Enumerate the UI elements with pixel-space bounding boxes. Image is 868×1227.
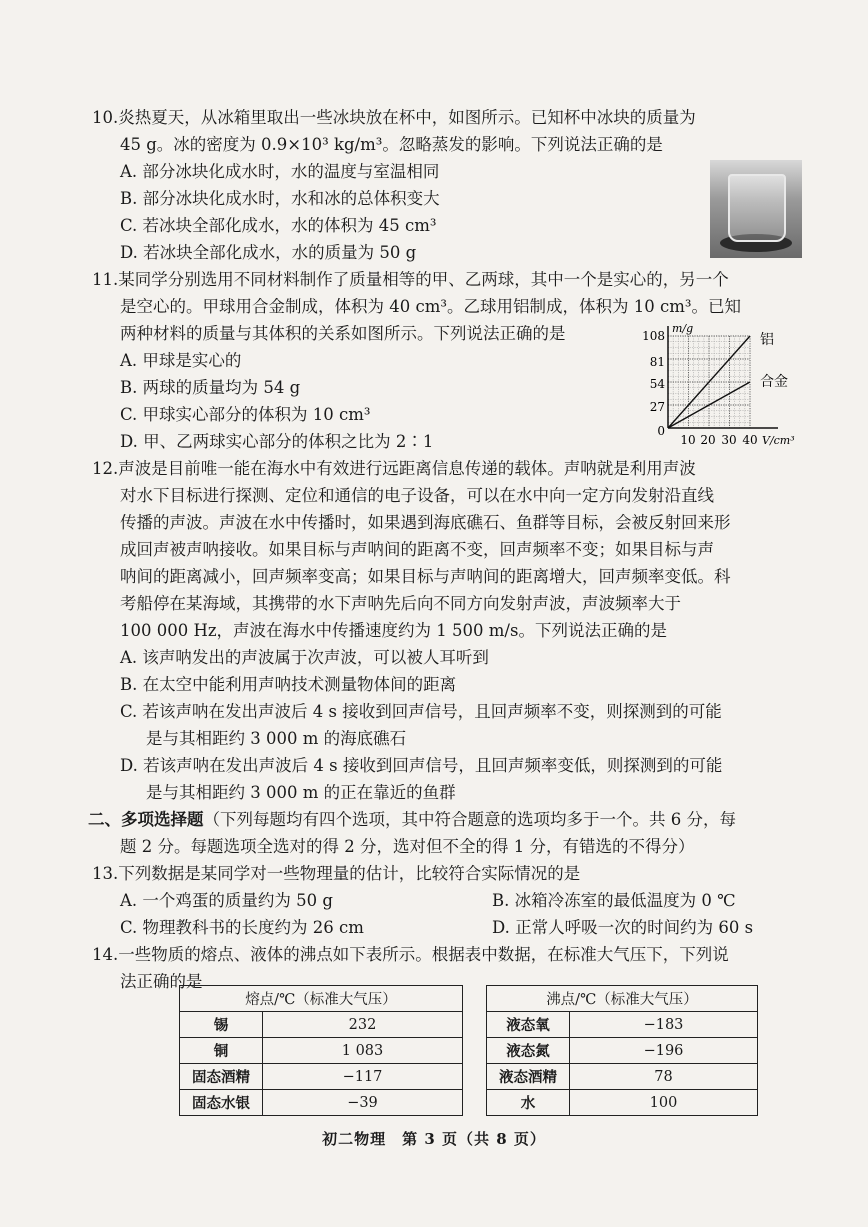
melting-value: 232 bbox=[263, 1012, 463, 1038]
q13-option-c: C. 物理教科书的长度约为 26 cm bbox=[120, 918, 364, 937]
q14-line-2: 法正确的是 bbox=[120, 972, 203, 991]
q14-line-1: 14.一些物质的熔点、液体的沸点如下表所示。根据表中数据，在标准大气压下，下列说 bbox=[92, 945, 729, 964]
q10-line-1: 10.炎热夏天，从冰箱里取出一些冰块放在杯中，如图所示。已知杯中冰块的质量为 bbox=[92, 108, 696, 127]
boiling-value: −196 bbox=[570, 1038, 758, 1064]
question-10 bbox=[92, 104, 810, 266]
boiling-value: 100 bbox=[570, 1090, 758, 1116]
graph-y-tick-81: 81 bbox=[649, 355, 665, 369]
melting-table-header: 熔点/℃（标准大气压） bbox=[180, 986, 463, 1012]
q12-option-d-cont: 是与其相距约 3 000 m 的正在靠近的鱼群 bbox=[146, 783, 456, 802]
boiling-value: 78 bbox=[570, 1064, 758, 1090]
melting-material: 锡 bbox=[180, 1012, 263, 1038]
graph-x-tick-30: 30 bbox=[721, 433, 737, 447]
q12-line-2: 对水下目标进行探测、定位和通信的电子设备，可以在水中向一定方向发射沿直线 bbox=[120, 486, 714, 505]
graph-y-tick-27: 27 bbox=[649, 400, 665, 414]
section-title: 二、多项选择题 bbox=[88, 810, 204, 829]
table-row bbox=[180, 1038, 463, 1064]
q13-option-a: A. 一个鸡蛋的质量约为 50 g bbox=[120, 891, 333, 910]
graph-x-tick-40: 40 bbox=[742, 433, 758, 447]
boiling-material: 液态氮 bbox=[487, 1038, 570, 1064]
q11-line-1: 11.某同学分别选用不同材料制作了质量相等的甲、乙两球，其中一个是实心的，另一个 bbox=[92, 270, 729, 289]
graph-label-aluminium: 铝 bbox=[760, 332, 774, 348]
table-row bbox=[180, 1064, 463, 1090]
table-row bbox=[487, 1090, 758, 1116]
q10-option-d: D. 若冰块全部化成水，水的质量为 50 g bbox=[120, 243, 417, 262]
graph-y-tick-0: 0 bbox=[657, 424, 665, 438]
melting-value: 1 083 bbox=[263, 1038, 463, 1064]
boiling-value: −183 bbox=[570, 1012, 758, 1038]
section-instructions-2: 题 2 分。每题选项全选对的得 2 分，选对但不全的得 1 分，有错选的不得分） bbox=[120, 837, 695, 856]
q10-option-a: A. 部分冰块化成水时，水的温度与室温相同 bbox=[120, 162, 440, 181]
q10-option-c: C. 若冰块全部化成水，水的体积为 45 cm³ bbox=[120, 216, 437, 235]
table-row bbox=[180, 1090, 463, 1116]
boiling-table-header: 沸点/℃（标准大气压） bbox=[487, 986, 758, 1012]
section-multiple-choice bbox=[88, 806, 810, 860]
q12-line-1: 12.声波是目前唯一能在海水中有效进行远距离信息传递的载体。声呐就是利用声波 bbox=[92, 459, 696, 478]
boiling-point-table bbox=[486, 985, 758, 1116]
boiling-material: 液态氧 bbox=[487, 1012, 570, 1038]
page-footer: 初二物理 第 3 页（共 8 页） bbox=[322, 1130, 546, 1148]
graph-x-tick-10: 10 bbox=[680, 433, 696, 447]
melting-value: −117 bbox=[263, 1064, 463, 1090]
mass-volume-graph bbox=[642, 322, 810, 450]
q12-line-3: 传播的声波。声波在水中传播时，如果遇到海底礁石、鱼群等目标，会被反射回来形 bbox=[120, 513, 731, 532]
melting-value: −39 bbox=[263, 1090, 463, 1116]
q11-option-c: C. 甲球实心部分的体积为 10 cm³ bbox=[120, 405, 371, 424]
q12-option-a: A. 该声呐发出的声波属于次声波，可以被人耳听到 bbox=[120, 648, 489, 667]
melting-point-table bbox=[179, 985, 463, 1116]
q12-line-7: 100 000 Hz，声波在海水中传播速度约为 1 500 m/s。下列说法正确的是 bbox=[120, 621, 667, 640]
q12-line-5: 呐间的距离减小，回声频率变高；如果目标与声呐间的距离增大，回声频率变低。科 bbox=[120, 567, 731, 586]
q11-option-a: A. 甲球是实心的 bbox=[120, 351, 242, 370]
table-row bbox=[487, 1038, 758, 1064]
q11-option-b: B. 两球的质量均为 54 g bbox=[120, 378, 301, 397]
section-instructions-1: （下列每题均有四个选项，其中符合题意的选项均多于一个。共 6 分，每 bbox=[203, 810, 736, 829]
q12-option-c-cont: 是与其相距约 3 000 m 的海底礁石 bbox=[146, 729, 407, 748]
graph-y-axis-label: m/g bbox=[672, 322, 694, 335]
table-row bbox=[487, 1012, 758, 1038]
q13-line-1: 13.下列数据是某同学对一些物理量的估计，比较符合实际情况的是 bbox=[92, 864, 581, 883]
graph-x-tick-20: 20 bbox=[700, 433, 716, 447]
q10-line-2: 45 g。冰的密度为 0.9×10³ kg/m³。忽略蒸发的影响。下列说法正确的是 bbox=[120, 135, 663, 154]
boiling-material: 液态酒精 bbox=[487, 1064, 570, 1090]
q12-line-6: 考船停在某海域，其携带的水下声呐先后向不同方向发射声波，声波频率大于 bbox=[120, 594, 681, 613]
graph-label-alloy: 合金 bbox=[760, 374, 788, 390]
q10-option-b: B. 部分冰块化成水时，水和冰的总体积变大 bbox=[120, 189, 440, 208]
question-12 bbox=[92, 455, 810, 806]
q13-option-d: D. 正常人呼吸一次的时间约为 60 s bbox=[492, 918, 754, 937]
melting-material: 铜 bbox=[180, 1038, 263, 1064]
graph-x-axis-label: V/cm³ bbox=[762, 434, 795, 447]
table-row bbox=[180, 1012, 463, 1038]
graph-y-tick-54: 54 bbox=[649, 377, 665, 391]
q11-line-3: 两种材料的质量与其体积的关系如图所示。下列说法正确的是 bbox=[120, 324, 566, 343]
q11-line-2: 是空心的。甲球用合金制成，体积为 40 cm³。乙球用铝制成，体积为 10 cm³。已知 bbox=[120, 297, 741, 316]
ice-cup-photo bbox=[710, 160, 802, 258]
question-13 bbox=[92, 860, 810, 941]
table-row bbox=[487, 1064, 758, 1090]
q11-option-d: D. 甲、乙两球实心部分的体积之比为 2∶1 bbox=[120, 432, 434, 451]
q12-option-b: B. 在太空中能利用声呐技术测量物体间的距离 bbox=[120, 675, 457, 694]
cup-glass bbox=[728, 174, 786, 242]
melting-material: 固态酒精 bbox=[180, 1064, 263, 1090]
q12-line-4: 成回声被声呐接收。如果目标与声呐间的距离不变，回声频率不变；如果目标与声 bbox=[120, 540, 714, 559]
q13-option-b: B. 冰箱冷冻室的最低温度为 0 ℃ bbox=[492, 891, 736, 910]
melting-material: 固态水银 bbox=[180, 1090, 263, 1116]
q12-option-c: C. 若该声呐在发出声波后 4 s 接收到回声信号，且回声频率不变，则探测到的可能 bbox=[120, 702, 722, 721]
graph-y-tick-108: 108 bbox=[642, 329, 665, 343]
boiling-material: 水 bbox=[487, 1090, 570, 1116]
q12-option-d: D. 若该声呐在发出声波后 4 s 接收到回声信号，且回声频率变低，则探测到的可能 bbox=[120, 756, 723, 775]
